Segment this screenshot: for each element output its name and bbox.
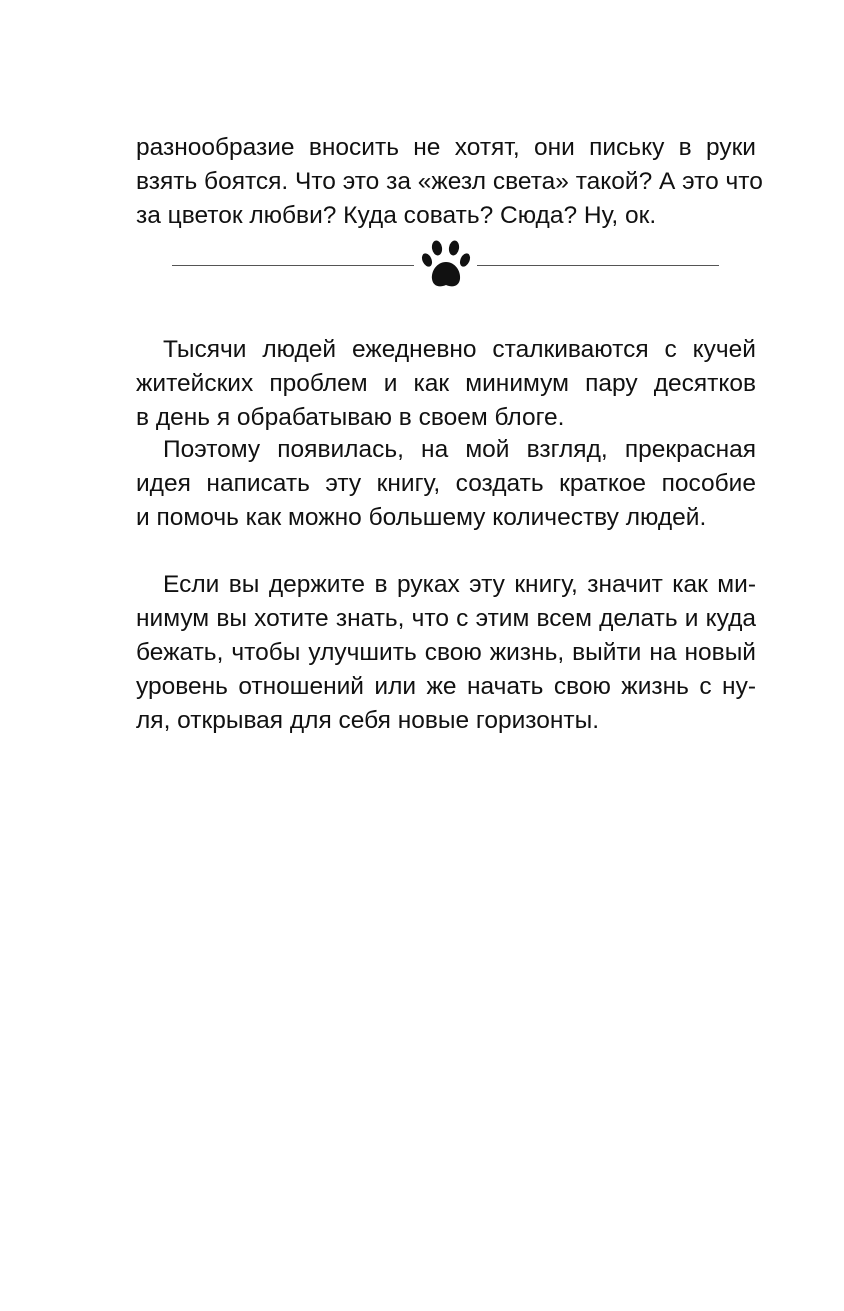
text-line: разнообразие вносить не хотят, они письку в руки bbox=[136, 134, 756, 161]
text-line: идея написать эту книгу, создать краткое пособие bbox=[136, 470, 756, 497]
text-line: житейских проблем и как минимум пару десятков bbox=[136, 370, 756, 397]
text-line: за цветок любви? Куда совать? Сюда? Ну, ок. bbox=[136, 202, 657, 229]
text-line: и помочь как можно большему количеству людей. bbox=[136, 504, 707, 531]
text-line: нимум вы хотите знать, что с этим всем делать и куда bbox=[136, 605, 756, 632]
text-line: уровень отношений или же начать свою жизнь с ну- bbox=[136, 673, 756, 700]
text-line: взять боятся. Что это за «жезл света» такой? А это что bbox=[136, 168, 763, 195]
text-line: Если вы держите в руках эту книгу, значит как ми- bbox=[163, 571, 756, 598]
text-line: ля, открывая для себя новые горизонты. bbox=[136, 707, 600, 734]
text-line: Тысячи людей ежедневно сталкиваются с кучей bbox=[163, 336, 756, 363]
separator-rule-left bbox=[172, 265, 414, 266]
separator-rule-right bbox=[477, 265, 719, 266]
paw-print-icon bbox=[420, 238, 472, 292]
section-separator bbox=[172, 238, 719, 294]
text-line: Поэтому появилась, на мой взгляд, прекрасная bbox=[163, 436, 756, 463]
text-line: в день я обрабатываю в своем блоге. bbox=[136, 404, 565, 431]
text-line: бежать, чтобы улучшить свою жизнь, выйти на новый bbox=[136, 639, 756, 666]
